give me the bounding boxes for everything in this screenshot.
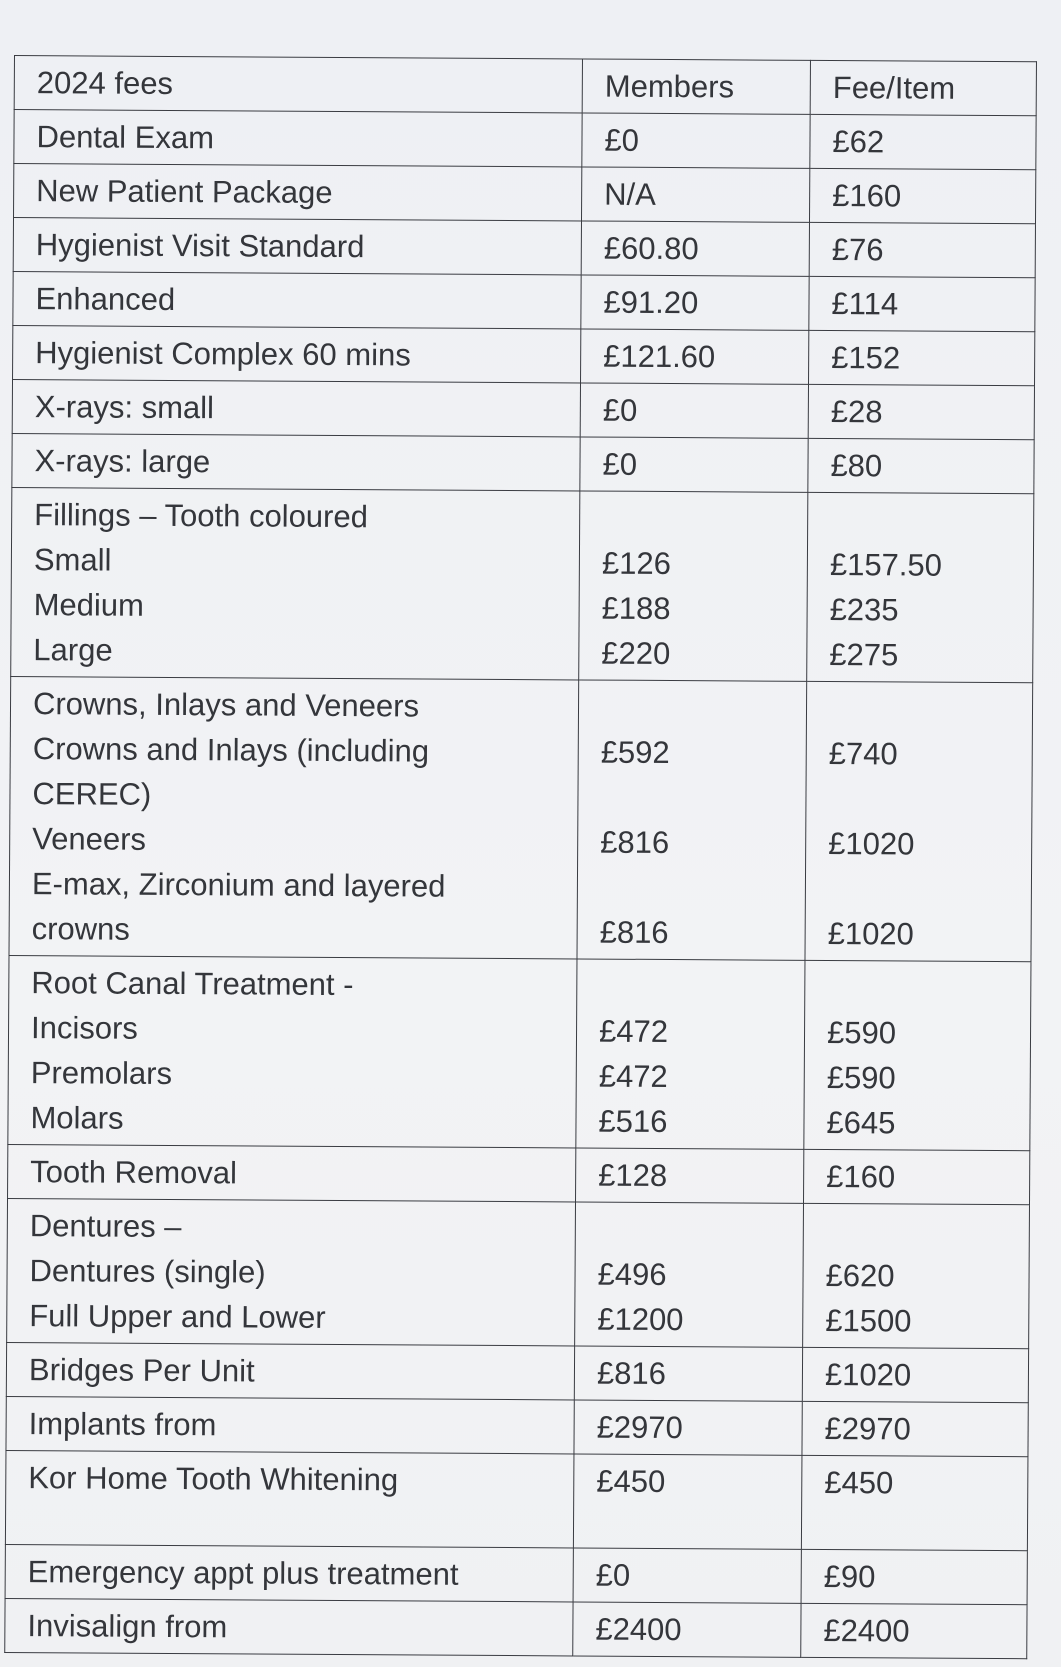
members-price: £60.80 (581, 221, 809, 276)
fee-price: £152 (809, 330, 1035, 385)
members-price: £496 (597, 1256, 667, 1293)
crowns-row (9, 676, 1033, 961)
fee-price: £80 (808, 438, 1034, 493)
fee-price: £90 (801, 1549, 1027, 1604)
item-label: Kor Home Tooth Whitening (28, 1460, 399, 1498)
fee-price: £62 (810, 114, 1036, 169)
members-price: £128 (576, 1148, 804, 1203)
fee-price: £620 (825, 1257, 895, 1294)
item-label: Tooth Removal (8, 1144, 576, 1201)
fee-price: £160 (803, 1149, 1029, 1204)
members-price: £2400 (573, 1602, 801, 1657)
item-label: Emergency appt plus treatment (5, 1544, 573, 1601)
item-label: New Patient Package (14, 164, 582, 221)
members-price: £472 (598, 1013, 669, 1050)
members-price: £0 (580, 383, 808, 438)
fee-price: £1500 (825, 1302, 912, 1339)
members-price: £816 (600, 824, 670, 861)
item-label: X-rays: large (12, 433, 580, 490)
item-label: X-rays: small (12, 379, 580, 436)
dentures-members (575, 1202, 804, 1347)
item-label: Dentures (single) (29, 1253, 266, 1290)
members-price: £0 (573, 1548, 801, 1603)
members-price: £2970 (574, 1400, 802, 1455)
fee-price: £114 (809, 276, 1035, 331)
table-row (5, 1450, 1028, 1550)
table-row (8, 1144, 1030, 1204)
item-label: Bridges Per Unit (6, 1342, 574, 1399)
item-label: Molars (30, 1100, 124, 1136)
fee-price: £160 (809, 168, 1035, 223)
fee-price: £450 (801, 1455, 1028, 1550)
table-row (6, 1396, 1028, 1456)
fee-price: £275 (829, 636, 899, 673)
fillings-heading: Fillings – Tooth coloured (34, 497, 369, 535)
item-label: Premolars (30, 1055, 173, 1091)
item-label: Enhanced (13, 271, 581, 328)
fillings-members (579, 491, 808, 681)
fee-price: £1020 (827, 915, 914, 952)
table-row (14, 110, 1036, 170)
fee-price: £235 (829, 591, 899, 628)
item-label: Incisors (30, 1010, 138, 1046)
fillings-labels (11, 487, 580, 679)
crowns-members (577, 680, 807, 960)
header-row (14, 56, 1036, 116)
dentures-labels (7, 1198, 576, 1345)
members-price: £126 (601, 545, 671, 582)
dentures-row (7, 1198, 1030, 1348)
fillings-fees (807, 492, 1034, 682)
fees-table (4, 55, 1037, 1659)
members-price: £220 (601, 635, 671, 672)
table-row (14, 164, 1036, 224)
members-price: £450 (573, 1454, 802, 1549)
root-canal-heading: Root Canal Treatment - (31, 965, 354, 1003)
whitening-label-cell (5, 1450, 574, 1547)
table-row (13, 218, 1035, 278)
table-row (12, 379, 1034, 439)
fee-price: £590 (826, 1059, 896, 1096)
members-price: £816 (574, 1346, 802, 1401)
crowns-labels (9, 676, 579, 958)
item-label: Small (33, 542, 112, 578)
members-price: £472 (598, 1058, 668, 1095)
dentures-heading: Dentures – (29, 1208, 182, 1245)
members-price: £0 (582, 113, 810, 168)
fee-price: £76 (809, 222, 1035, 277)
item-label: Crowns and Inlays (including (32, 731, 430, 769)
table-row (13, 325, 1035, 385)
item-label: Hygienist Complex 60 mins (13, 325, 581, 382)
root-canal-labels (8, 955, 577, 1147)
fee-price: £2400 (801, 1603, 1027, 1658)
item-label: Invisalign from (5, 1598, 573, 1655)
header-fee-item: Fee/Item (810, 60, 1036, 115)
members-price: £516 (598, 1103, 668, 1140)
item-label: Implants from (6, 1396, 574, 1453)
item-label: Dental Exam (14, 110, 582, 167)
crowns-heading: Crowns, Inlays and Veneers (32, 686, 420, 724)
members-price: £592 (600, 734, 670, 771)
fee-price: £157.50 (829, 546, 943, 583)
members-price: £91.20 (581, 275, 809, 330)
members-price: £1200 (597, 1301, 684, 1338)
header-members: Members (582, 59, 810, 114)
members-price: £121.60 (581, 329, 809, 384)
members-price: N/A (581, 167, 809, 222)
root-canal-fees (804, 960, 1031, 1150)
item-label: Hygienist Visit Standard (13, 218, 581, 275)
fee-price: £590 (826, 1014, 897, 1051)
members-price: £188 (601, 590, 671, 627)
table-row (5, 1544, 1027, 1604)
fee-price: £1020 (828, 825, 915, 862)
item-label: E-max, Zirconium and layered (31, 866, 446, 904)
fee-price: £740 (828, 735, 898, 772)
header-title: 2024 fees (14, 56, 582, 113)
table-row (5, 1598, 1027, 1658)
members-price: £816 (599, 914, 669, 951)
table-row (6, 1342, 1028, 1402)
table-row (12, 433, 1034, 493)
item-label: CEREC) (32, 776, 152, 812)
item-label: Veneers (32, 821, 147, 857)
table-row (13, 271, 1035, 331)
crowns-fees (805, 681, 1033, 961)
members-price: £0 (580, 437, 808, 492)
fee-price: £28 (808, 384, 1034, 439)
item-label: crowns (31, 911, 130, 947)
fee-price: £645 (826, 1104, 896, 1141)
fee-price: £1020 (802, 1347, 1028, 1402)
root-canal-members (576, 959, 805, 1149)
item-label: Large (33, 632, 113, 668)
item-label: Medium (33, 587, 145, 623)
dentures-fees (803, 1203, 1030, 1348)
item-label: Full Upper and Lower (29, 1298, 326, 1335)
fillings-row (11, 487, 1034, 682)
root-canal-row (8, 955, 1031, 1150)
fee-price: £2970 (802, 1401, 1028, 1456)
